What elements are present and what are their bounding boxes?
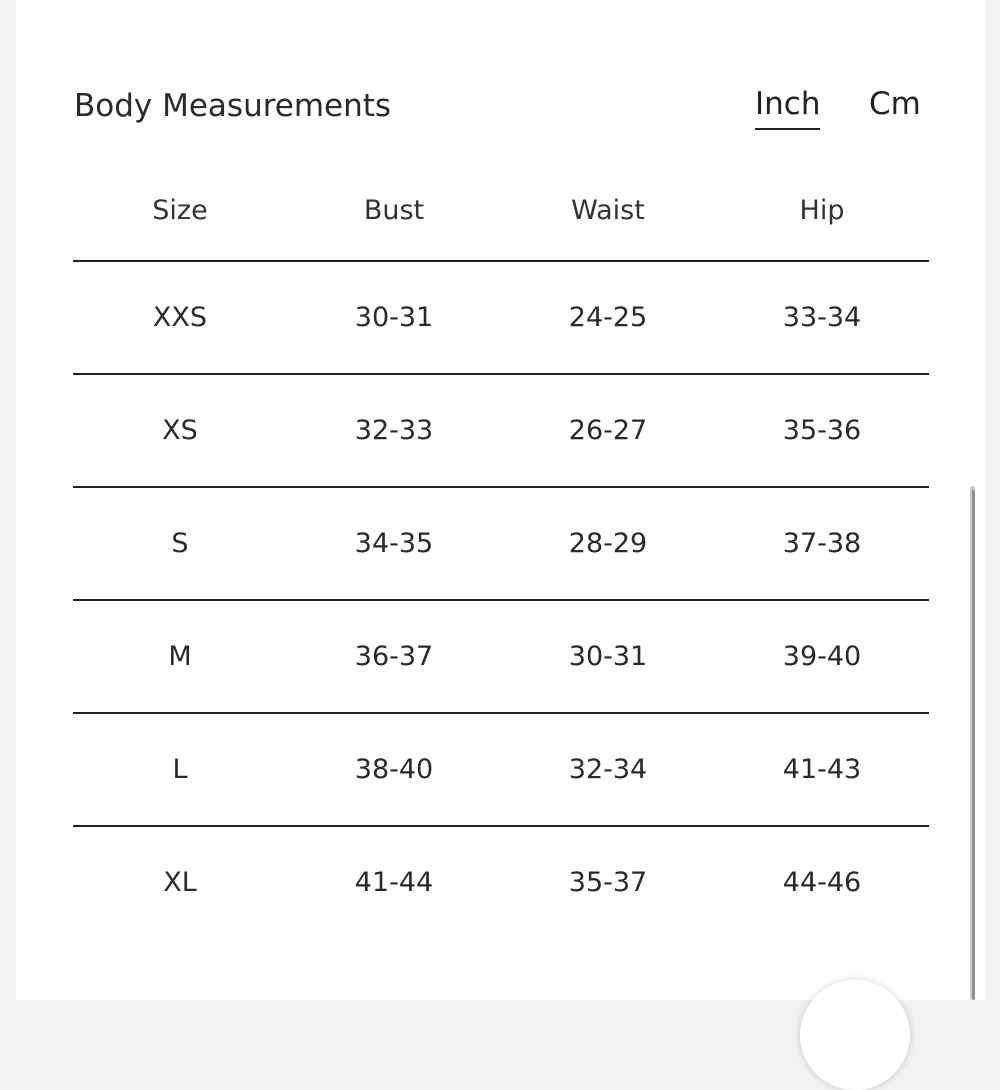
bust-cell: 30-31 [354,302,434,333]
column-header-hip: Hip [799,194,845,226]
floating-action-button[interactable] [800,980,910,1090]
table-row [73,373,929,486]
hip-cell: 37-38 [782,528,862,559]
hip-cell: 39-40 [782,641,862,672]
waist-cell: 26-27 [568,415,648,446]
column-header-bust: Bust [363,194,425,226]
bust-cell: 41-44 [354,867,434,898]
waist-cell: 32-34 [568,754,648,785]
size-cell: M [168,641,192,672]
table-row [73,260,929,373]
scrollbar-thumb[interactable] [972,490,975,1000]
table-header-row [73,160,929,260]
waist-cell: 35-37 [568,867,648,898]
bust-cell: 34-35 [354,528,434,559]
measurements-table [73,160,929,938]
page-title: Body Measurements [74,88,392,124]
table-row [73,486,929,599]
size-cell: XS [162,415,198,446]
column-header-waist: Waist [571,194,645,226]
table-row [73,825,929,938]
unit-toggle-inch[interactable] [755,82,820,126]
bust-cell: 38-40 [354,754,434,785]
table-row [73,712,929,825]
table-row [73,599,929,712]
size-cell: S [171,528,189,559]
waist-cell: 30-31 [568,641,648,672]
selected-unit-underline [755,128,820,130]
unit-label-cm: Cm [869,86,921,122]
hip-cell: 35-36 [782,415,862,446]
waist-cell: 28-29 [568,528,648,559]
size-cell: L [172,754,188,785]
column-header-size: Size [152,194,208,226]
bust-cell: 36-37 [354,641,434,672]
hip-cell: 44-46 [782,867,862,898]
bust-cell: 32-33 [354,415,434,446]
size-cell: XL [163,867,197,898]
hip-cell: 33-34 [782,302,862,333]
hip-cell: 41-43 [782,754,862,785]
unit-toggle-cm[interactable] [869,82,921,126]
waist-cell: 24-25 [568,302,648,333]
size-cell: XXS [152,302,208,333]
size-chart-panel [16,0,986,1000]
unit-label-inch: Inch [755,86,821,122]
